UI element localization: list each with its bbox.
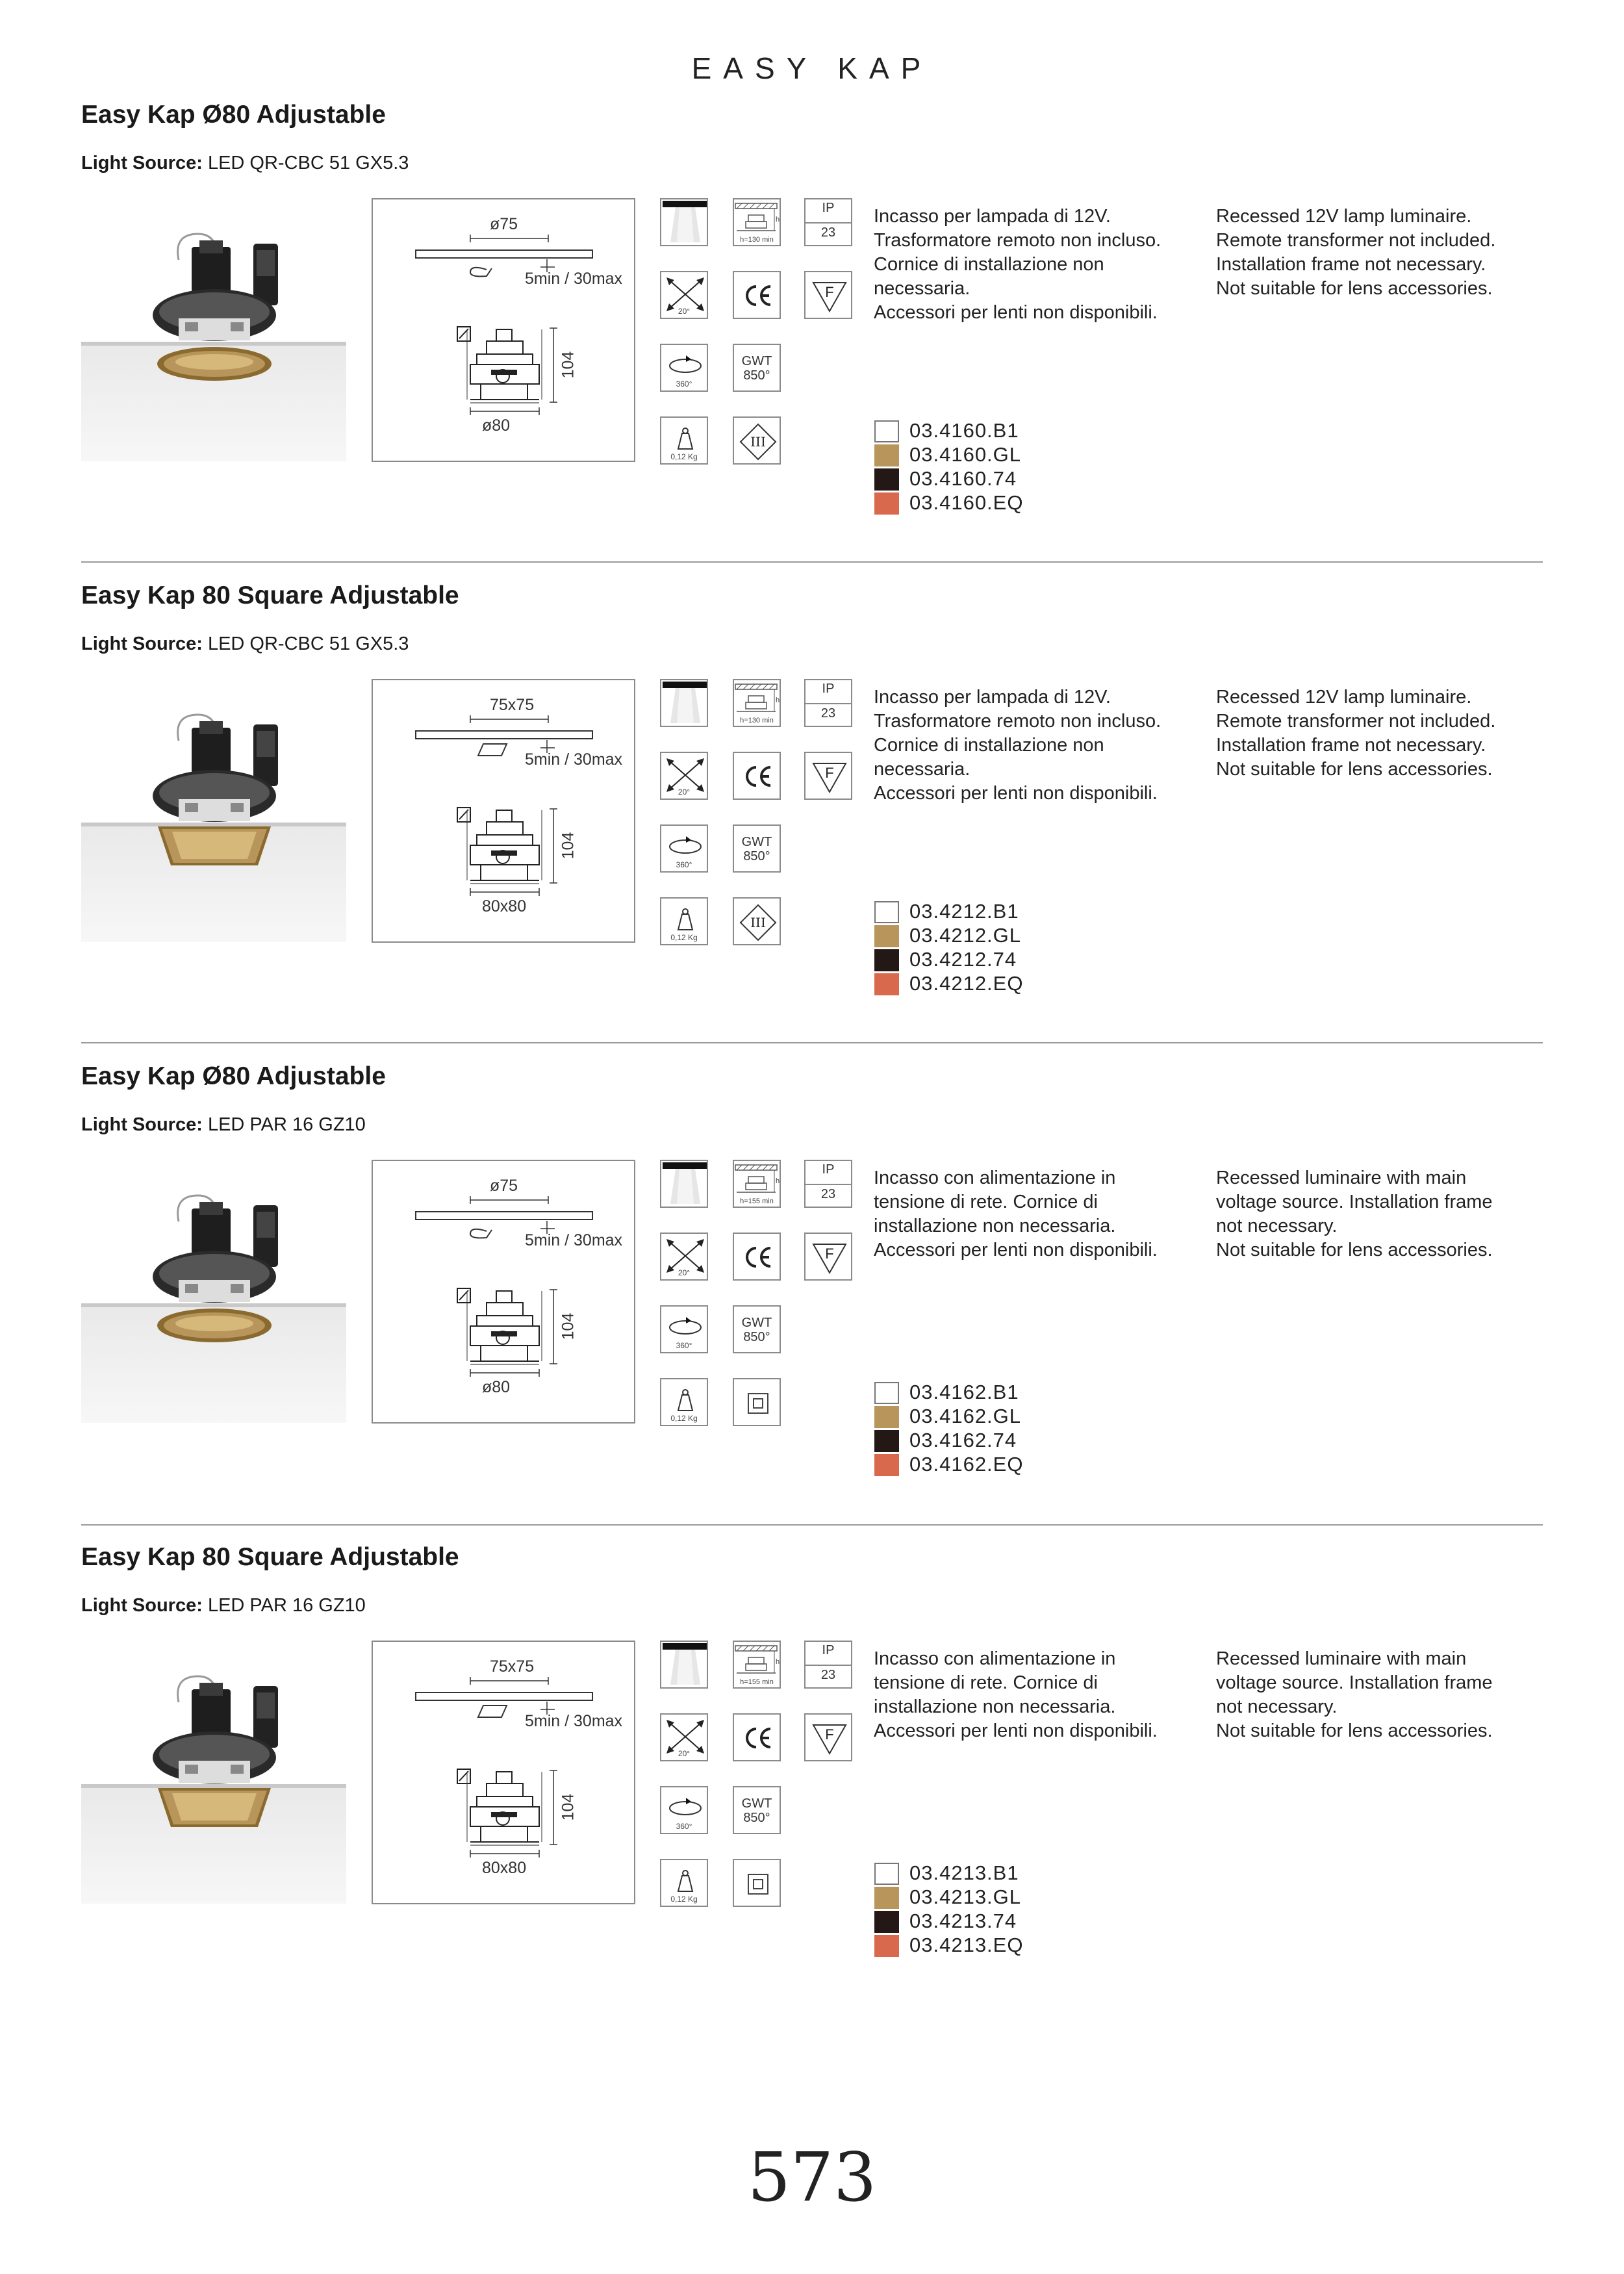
gwt-value: 850°	[743, 1330, 770, 1344]
gwt-value: 850°	[743, 1811, 770, 1825]
class-ii-icon	[733, 1859, 781, 1907]
ip-rating-icon	[804, 198, 852, 246]
finish-swatch-black	[874, 1911, 899, 1933]
tilt-icon	[660, 752, 708, 800]
rotation-label: 360°	[676, 860, 692, 869]
min-height-label: h=155 min	[740, 1197, 774, 1205]
spec-icons	[660, 1641, 855, 1913]
ce-mark-icon	[733, 752, 781, 800]
tilt-icon	[660, 1713, 708, 1761]
description-english	[1216, 205, 1554, 301]
product-title: Easy Kap Ø80 Adjustable	[81, 101, 386, 129]
svg-text:h: h	[776, 216, 780, 224]
svg-text:F: F	[825, 284, 834, 300]
product-code: 03.4162.74	[909, 1429, 1017, 1451]
finish-swatch-white	[874, 1382, 899, 1404]
gwt-icon	[733, 344, 781, 392]
description-line: Not suitable for lens accessories.	[1216, 1720, 1493, 1741]
ce-mark-icon	[733, 271, 781, 319]
product-code: 03.4213.EQ	[909, 1934, 1024, 1956]
product-code: 03.4213.74	[909, 1910, 1017, 1932]
recess-height-icon	[733, 679, 781, 727]
description-italian	[874, 1166, 1199, 1262]
tilt-angle-label: 20°	[678, 1268, 691, 1277]
ip-label: IP	[822, 682, 835, 696]
light-source	[81, 633, 409, 655]
description-line: Incasso per lampada di 12V.	[874, 687, 1111, 708]
weight-label: 0,12 Kg	[670, 1414, 698, 1423]
svg-text:F: F	[825, 1726, 834, 1743]
dimension-recess: 5min / 30max	[525, 1231, 623, 1249]
product-code: 03.4213.GL	[909, 1885, 1022, 1908]
dimension-top: 75x75	[490, 696, 535, 714]
description-line: Recessed 12V lamp luminaire.	[1216, 206, 1472, 227]
tilt-icon	[660, 1233, 708, 1281]
gwt-value: 850°	[743, 368, 770, 383]
finish-swatch-white	[874, 420, 899, 442]
light-source-value: LED PAR 16 GZ10	[207, 1114, 366, 1135]
class-iii-icon	[733, 897, 781, 945]
dimension-bottom: ø80	[482, 416, 511, 435]
ip-value: 23	[820, 225, 836, 240]
finish-swatch-gold	[874, 925, 899, 947]
light-source-label: Light Source:	[81, 1595, 203, 1616]
gwt-value: 850°	[743, 849, 770, 863]
svg-text:h: h	[776, 1177, 780, 1185]
dimension-bottom: 80x80	[482, 1859, 527, 1877]
fire-rating-icon	[804, 1233, 852, 1281]
product-code: 03.4162.EQ	[909, 1453, 1024, 1476]
min-height-label: h=130 min	[740, 717, 774, 724]
description-line: Incasso con alimentazione in	[874, 1168, 1116, 1188]
ce-mark-icon	[733, 1233, 781, 1281]
ip-label: IP	[822, 1162, 835, 1177]
tilt-angle-label: 20°	[678, 787, 691, 797]
rotation-icon	[660, 824, 708, 873]
description-line: Trasformatore remoto non incluso.	[874, 230, 1161, 251]
description-line: Accessori per lenti non disponibili.	[874, 783, 1158, 804]
product-section	[0, 1543, 1624, 2024]
product-code: 03.4160.74	[909, 467, 1017, 490]
finish-swatch-gold	[874, 1406, 899, 1428]
description-line: tensione di rete. Cornice di	[874, 1672, 1098, 1693]
ip-rating-icon	[804, 1160, 852, 1208]
rotation-icon	[660, 1305, 708, 1353]
description-line: Installation frame not necessary.	[1216, 254, 1486, 275]
recess-height-icon	[733, 1641, 781, 1689]
dimension-bottom: ø80	[482, 1378, 511, 1396]
light-source-label: Light Source:	[81, 633, 203, 654]
ip-value: 23	[820, 1668, 836, 1682]
product-photo	[81, 195, 346, 461]
section-divider	[81, 1524, 1543, 1526]
class-ii-icon	[733, 1378, 781, 1426]
finish-swatch-copper	[874, 492, 899, 515]
recess-height-icon	[733, 1160, 781, 1208]
dimension-top: 75x75	[490, 1657, 535, 1676]
product-code: 03.4160.GL	[909, 443, 1022, 466]
dimension-height: 104	[559, 832, 577, 860]
min-height-label: h=155 min	[740, 1678, 774, 1686]
svg-text:III: III	[750, 915, 766, 930]
finish-swatch-gold	[874, 1887, 899, 1909]
gwt-label: GWT	[741, 1796, 772, 1811]
class-iii-icon	[733, 416, 781, 465]
light-source-value: LED QR-CBC 51 GX5.3	[207, 633, 409, 654]
dimension-height: 104	[559, 1312, 577, 1340]
rotation-icon	[660, 344, 708, 392]
description-english	[1216, 1166, 1554, 1262]
svg-text:h: h	[776, 1658, 780, 1666]
light-source-value: LED PAR 16 GZ10	[207, 1595, 366, 1616]
technical-drawing	[372, 1641, 635, 1904]
description-line: not necessary.	[1216, 1216, 1338, 1236]
dimension-recess: 5min / 30max	[525, 1712, 623, 1730]
svg-text:F: F	[825, 765, 834, 781]
finish-swatch-gold	[874, 444, 899, 466]
product-section	[0, 1062, 1624, 1543]
description-line: Remote transformer not included.	[1216, 230, 1496, 251]
description-english	[1216, 685, 1554, 782]
ce-mark-icon	[733, 1713, 781, 1761]
product-code: 03.4212.74	[909, 948, 1017, 971]
product-title: Easy Kap 80 Square Adjustable	[81, 581, 459, 609]
finish-swatch-copper	[874, 1935, 899, 1957]
recess-height-icon	[733, 198, 781, 246]
product-section	[0, 581, 1624, 1062]
gwt-icon	[733, 1305, 781, 1353]
product-title: Easy Kap 80 Square Adjustable	[81, 1543, 459, 1571]
product-code: 03.4212.EQ	[909, 972, 1024, 995]
description-line: Accessori per lenti non disponibili.	[874, 302, 1158, 323]
description-line: Remote transformer not included.	[1216, 711, 1496, 732]
ip-label: IP	[822, 201, 835, 215]
product-code: 03.4160.B1	[909, 419, 1019, 442]
description-english	[1216, 1647, 1554, 1743]
description-line: Cornice di installazione non	[874, 735, 1104, 756]
weight-label: 0,12 Kg	[670, 1895, 698, 1904]
min-height-label: h=130 min	[740, 236, 774, 244]
ip-value: 23	[820, 1187, 836, 1201]
ip-rating-icon	[804, 1641, 852, 1689]
description-line: Accessori per lenti non disponibili.	[874, 1240, 1158, 1260]
gwt-label: GWT	[741, 835, 772, 849]
description-line: necessaria.	[874, 759, 971, 780]
product-code: 03.4160.EQ	[909, 491, 1024, 514]
ip-rating-icon	[804, 679, 852, 727]
product-photo	[81, 676, 346, 942]
beam-icon	[660, 1160, 708, 1208]
product-photo	[81, 1637, 346, 1904]
product-title: Easy Kap Ø80 Adjustable	[81, 1062, 386, 1090]
finish-swatch-white	[874, 901, 899, 923]
beam-icon	[660, 679, 708, 727]
svg-text:F: F	[825, 1246, 834, 1262]
spec-icons	[660, 198, 855, 471]
description-line: tensione di rete. Cornice di	[874, 1192, 1098, 1212]
description-line: Installation frame not necessary.	[1216, 735, 1486, 756]
description-line: Trasformatore remoto non incluso.	[874, 711, 1161, 732]
technical-drawing	[372, 198, 635, 462]
tilt-angle-label: 20°	[678, 1749, 691, 1758]
spec-icons	[660, 1160, 855, 1433]
product-photo	[81, 1156, 346, 1423]
gwt-label: GWT	[741, 354, 772, 368]
technical-drawing	[372, 679, 635, 943]
section-divider	[81, 1042, 1543, 1043]
tilt-angle-label: 20°	[678, 307, 691, 316]
description-line: not necessary.	[1216, 1696, 1338, 1717]
description-line: Incasso per lampada di 12V.	[874, 206, 1111, 227]
svg-text:h: h	[776, 696, 780, 704]
finish-swatch-black	[874, 949, 899, 971]
description-line: Recessed luminaire with main	[1216, 1168, 1467, 1188]
weight-label: 0,12 Kg	[670, 933, 698, 942]
dimension-height: 104	[559, 351, 577, 379]
weight-label: 0,12 Kg	[670, 452, 698, 461]
description-line: installazione non necessaria.	[874, 1696, 1116, 1717]
dimension-top: ø75	[490, 215, 518, 233]
description-line: Recessed 12V lamp luminaire.	[1216, 687, 1472, 708]
description-line: Recessed luminaire with main	[1216, 1648, 1467, 1669]
weight-icon	[660, 416, 708, 465]
description-line: necessaria.	[874, 278, 971, 299]
dimension-top: ø75	[490, 1177, 518, 1195]
description-line: Not suitable for lens accessories.	[1216, 1240, 1493, 1260]
fire-rating-icon	[804, 271, 852, 319]
product-code: 03.4213.B1	[909, 1861, 1019, 1884]
finish-swatch-black	[874, 468, 899, 491]
rotation-icon	[660, 1786, 708, 1834]
light-source-label: Light Source:	[81, 1114, 203, 1135]
gwt-icon	[733, 824, 781, 873]
description-line: voltage source. Installation frame	[1216, 1192, 1493, 1212]
product-section	[0, 101, 1624, 581]
light-source-label: Light Source:	[81, 153, 203, 173]
light-source-value: LED QR-CBC 51 GX5.3	[207, 153, 409, 173]
dimension-recess: 5min / 30max	[525, 750, 623, 769]
fire-rating-icon	[804, 1713, 852, 1761]
gwt-icon	[733, 1786, 781, 1834]
dimension-recess: 5min / 30max	[525, 270, 623, 288]
section-divider	[81, 561, 1543, 563]
description-line: Incasso con alimentazione in	[874, 1648, 1116, 1669]
gwt-label: GWT	[741, 1316, 772, 1330]
description-line: voltage source. Installation frame	[1216, 1672, 1493, 1693]
weight-icon	[660, 897, 708, 945]
finish-swatch-copper	[874, 1454, 899, 1476]
description-line: Cornice di installazione non	[874, 254, 1104, 275]
description-italian	[874, 205, 1199, 325]
beam-icon	[660, 1641, 708, 1689]
light-source	[81, 153, 409, 174]
ip-label: IP	[822, 1643, 835, 1657]
fire-rating-icon	[804, 752, 852, 800]
rotation-label: 360°	[676, 379, 692, 389]
spec-icons	[660, 679, 855, 952]
description-line: installazione non necessaria.	[874, 1216, 1116, 1236]
rotation-label: 360°	[676, 1341, 692, 1350]
page-header-brand: EASY KAP	[691, 51, 933, 85]
weight-icon	[660, 1378, 708, 1426]
weight-icon	[660, 1859, 708, 1907]
product-code: 03.4212.B1	[909, 900, 1019, 923]
product-code: 03.4212.GL	[909, 924, 1022, 947]
finish-swatch-copper	[874, 973, 899, 995]
technical-drawing	[372, 1160, 635, 1424]
svg-text:III: III	[750, 434, 766, 450]
page-number: 573	[747, 2138, 877, 2217]
dimension-bottom: 80x80	[482, 897, 527, 915]
product-code: 03.4162.GL	[909, 1405, 1022, 1427]
description-line: Not suitable for lens accessories.	[1216, 278, 1493, 299]
finish-swatch-white	[874, 1863, 899, 1885]
finish-swatch-black	[874, 1430, 899, 1452]
description-italian	[874, 1647, 1199, 1743]
dimension-height: 104	[559, 1793, 577, 1821]
light-source	[81, 1595, 366, 1616]
tilt-icon	[660, 271, 708, 319]
rotation-label: 360°	[676, 1822, 692, 1831]
ip-value: 23	[820, 706, 836, 721]
description-italian	[874, 685, 1199, 806]
description-line: Accessori per lenti non disponibili.	[874, 1720, 1158, 1741]
light-source	[81, 1114, 366, 1136]
product-code: 03.4162.B1	[909, 1381, 1019, 1403]
beam-icon	[660, 198, 708, 246]
description-line: Not suitable for lens accessories.	[1216, 759, 1493, 780]
